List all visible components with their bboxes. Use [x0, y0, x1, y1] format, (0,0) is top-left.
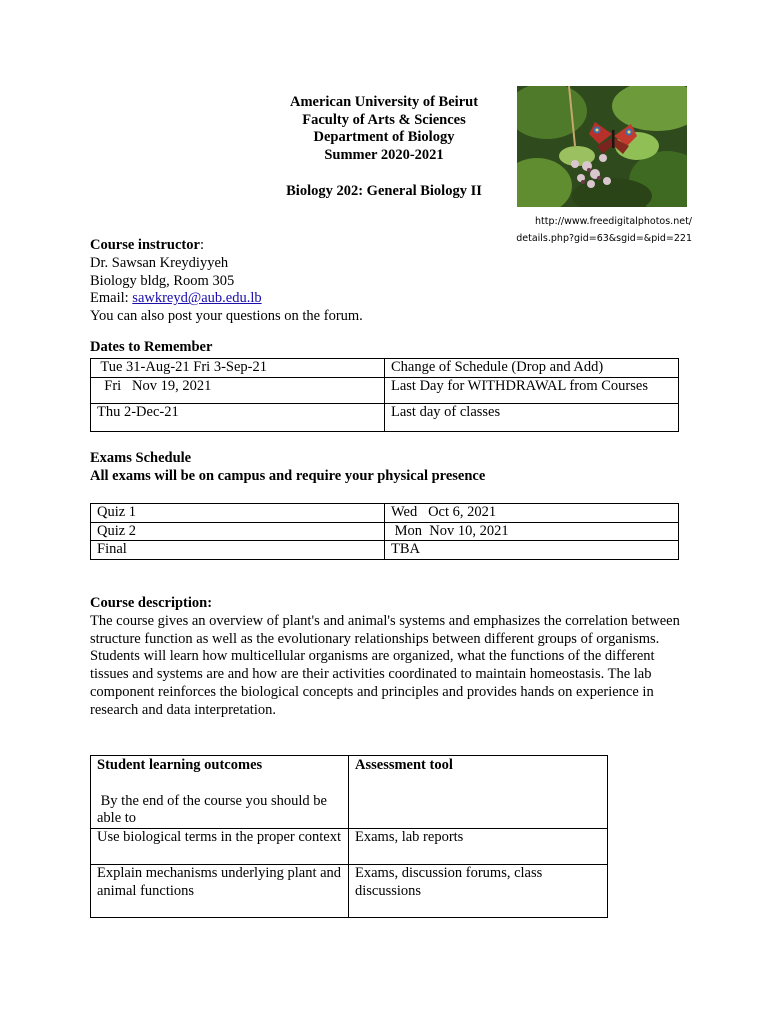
- forum-note: You can also post your questions on the forum.: [90, 308, 363, 325]
- event-cell: Last Day for WITHDRAWAL from Courses: [385, 378, 679, 404]
- table-row: [91, 541, 679, 560]
- table-row: [91, 522, 679, 541]
- butterfly-photo: [517, 86, 687, 207]
- instructor-section: [90, 237, 363, 326]
- exams-section: [90, 450, 485, 486]
- assessment-header: Assessment tool: [355, 757, 453, 773]
- table-row: [91, 404, 679, 432]
- date-cell: Fri Nov 19, 2021: [91, 378, 385, 404]
- description-heading: Course description:: [90, 595, 213, 611]
- email-label: Email:: [90, 290, 133, 307]
- instructor-label: Course instructor: [90, 237, 200, 253]
- dates-table: [90, 358, 679, 432]
- photo-credit: [498, 213, 692, 247]
- department-name: Department of Biology: [313, 129, 455, 146]
- outcomes-table: [90, 755, 608, 918]
- table-row: [91, 865, 608, 918]
- exam-date-cell: TBA: [385, 541, 679, 560]
- exams-table: [90, 503, 679, 560]
- exam-date-cell: Mon Nov 10, 2021: [385, 522, 679, 541]
- exams-note: All exams will be on campus and require your physical presence: [90, 467, 486, 484]
- instructor-label-colon: :: [199, 237, 204, 253]
- instructor-name: Dr. Sawsan Kreydiyyeh: [90, 254, 229, 271]
- outcome-cell: Explain mechanisms underlying plant and animal functions: [91, 865, 349, 918]
- exam-name-cell: Quiz 1: [91, 504, 385, 523]
- university-name: American University of Beirut: [289, 94, 479, 110]
- table-row: [91, 829, 608, 865]
- description-text: The course gives an overview of plant's and animal's systems and emphasizes the correlation between structure function as well as the evolutionary relationships between different groups of organisms. Students will learn how multicellular organisms are organized, what the functions of the different tissues and systems are and how are their activities coordinated to maintain homeostasis. The lab component reinforces the biological concepts and principles and provides hands on experience in research and data interpretation.: [90, 612, 680, 718]
- exam-date-cell: Wed Oct 6, 2021: [385, 504, 679, 523]
- event-cell: Change of Schedule (Drop and Add): [385, 359, 679, 378]
- exam-name-cell: Final: [91, 541, 385, 560]
- tool-cell: Exams, lab reports: [349, 829, 608, 865]
- dates-heading: Dates to Remember: [90, 339, 213, 355]
- exams-heading: Exams Schedule: [90, 450, 192, 466]
- term: Summer 2020-2021: [324, 147, 444, 164]
- exam-name-cell: Quiz 2: [91, 522, 385, 541]
- outcome-cell: Use biological terms in the proper context: [91, 829, 349, 865]
- email-link[interactable]: sawkreyd@aub.edu.lb: [132, 290, 262, 307]
- photo-credit-line2: details.php?gid=63&sgid=&pid=221: [516, 233, 692, 244]
- table-row: [91, 378, 679, 404]
- date-cell: Tue 31-Aug-21 Fri 3-Sep-21: [91, 359, 385, 378]
- tool-cell: Exams, discussion forums, class discussions: [349, 865, 608, 918]
- table-row: [91, 756, 608, 829]
- table-row: [91, 359, 679, 378]
- course-description: [90, 595, 680, 720]
- photo-credit-line1: http://www.freedigitalphotos.net/: [535, 216, 692, 227]
- event-cell: Last day of classes: [385, 404, 679, 432]
- outcomes-subheader: By the end of the course you should be able to: [97, 792, 331, 826]
- date-cell: Thu 2-Dec-21: [91, 404, 385, 432]
- faculty-name: Faculty of Arts & Sciences: [302, 111, 466, 128]
- course-header: [250, 94, 518, 201]
- table-row: [91, 504, 679, 523]
- outcomes-header: Student learning outcomes: [97, 757, 263, 773]
- course-title: Biology 202: General Biology II: [286, 182, 482, 199]
- instructor-office: Biology bldg, Room 305: [90, 272, 235, 289]
